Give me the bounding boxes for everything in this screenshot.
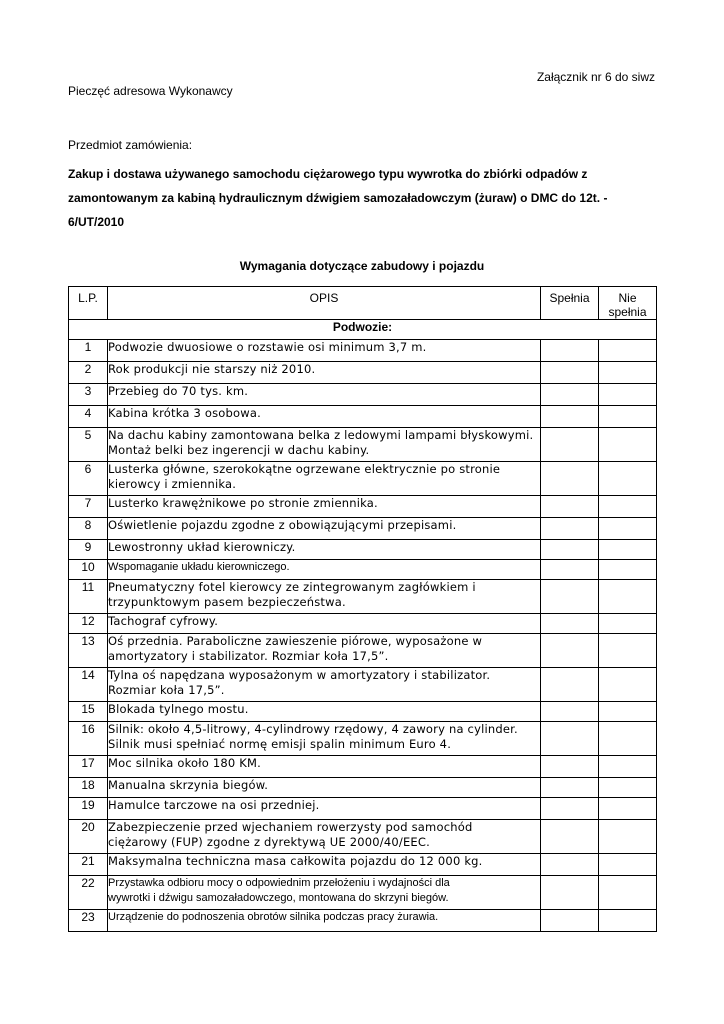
nie-spelnia-cell[interactable] <box>599 910 657 932</box>
row-description-line1: Tachograf cyfrowy. <box>108 614 219 628</box>
nie-spelnia-cell[interactable] <box>599 702 657 722</box>
row-description-line1: Wspomaganie układu kierowniczego. <box>108 561 290 573</box>
table-row <box>69 518 657 540</box>
row-number: 13 <box>69 634 108 668</box>
requirements-title: Wymagania dotyczące zabudowy i pojazdu <box>239 259 485 273</box>
nie-spelnia-cell[interactable] <box>599 518 657 540</box>
row-description <box>108 462 541 496</box>
subject-line-1: Zakup i dostawa używanego samochodu ciężarowego typu wywrotka do zbiórki odpadów z <box>68 167 588 181</box>
nie-spelnia-cell[interactable] <box>599 540 657 560</box>
row-number: 12 <box>69 614 108 634</box>
spelnia-cell[interactable] <box>541 634 599 668</box>
row-description <box>108 540 541 560</box>
col-header-lp: L.P. <box>69 287 108 320</box>
spelnia-cell[interactable] <box>541 496 599 518</box>
table-row <box>69 910 657 932</box>
row-number: 15 <box>69 702 108 722</box>
nie-spelnia-cell[interactable] <box>599 722 657 756</box>
nie-spelnia-cell[interactable] <box>599 496 657 518</box>
section-row <box>69 320 657 340</box>
row-description <box>108 854 541 876</box>
row-description <box>108 560 541 580</box>
row-description-line1: Przystawka odbioru mocy o odpowiednim przełożeniu i wydajności dla <box>108 877 450 889</box>
subject-title <box>68 162 628 234</box>
row-number: 23 <box>69 910 108 932</box>
col-header-spelnia: Spełnia <box>541 287 599 320</box>
row-description-line1: Przebieg do 70 tys. km. <box>108 384 249 398</box>
spelnia-cell[interactable] <box>541 580 599 614</box>
row-description-line2: Rozmiar koła 17,5”. <box>108 683 225 697</box>
row-description-line2: kierowcy i zmiennika. <box>108 477 237 491</box>
nie-spelnia-cell[interactable] <box>599 634 657 668</box>
row-number: 10 <box>69 560 108 580</box>
row-number: 5 <box>69 428 108 462</box>
row-number: 2 <box>69 362 108 384</box>
table-row <box>69 634 657 668</box>
nie-spelnia-cell[interactable] <box>599 462 657 496</box>
spelnia-cell[interactable] <box>541 722 599 756</box>
table-row <box>69 702 657 722</box>
row-description <box>108 580 541 614</box>
row-number: 6 <box>69 462 108 496</box>
table-row <box>69 384 657 406</box>
nie-spelnia-cell[interactable] <box>599 756 657 778</box>
row-description-line1: Rok produkcji nie starszy niż 2010. <box>108 362 316 376</box>
row-description <box>108 778 541 798</box>
row-number: 19 <box>69 798 108 820</box>
col-header-opis: OPIS <box>108 287 541 320</box>
row-description-line1: Kabina krótka 3 osobowa. <box>108 406 261 420</box>
table-row <box>69 820 657 854</box>
row-description-line1: Hamulce tarczowe na osi przedniej. <box>108 798 320 812</box>
table-row <box>69 496 657 518</box>
table-row <box>69 428 657 462</box>
row-description-line1: Lewostronny układ kierowniczy. <box>108 540 296 554</box>
contractor-stamp-label: Pieczęć adresowa Wykonawcy <box>68 84 233 98</box>
spelnia-cell[interactable] <box>541 778 599 798</box>
row-description-line2: amortyzatory i stabilizator. Rozmiar koła 17,5”. <box>108 649 389 663</box>
subject-line-3: 6/UT/2010 <box>68 215 125 229</box>
table-row <box>69 756 657 778</box>
table-row <box>69 854 657 876</box>
row-number: 18 <box>69 778 108 798</box>
table-row <box>69 540 657 560</box>
row-description <box>108 634 541 668</box>
row-description <box>108 756 541 778</box>
nie-spelnia-cell[interactable] <box>599 854 657 876</box>
row-description-line1: Manualna skrzynia biegów. <box>108 778 269 792</box>
spelnia-cell[interactable] <box>541 518 599 540</box>
spelnia-cell[interactable] <box>541 614 599 634</box>
section-title: Podwozie: <box>69 320 657 340</box>
row-description-line1: Blokada tylnego mostu. <box>108 702 249 716</box>
row-description-line1: Silnik: około 4,5-litrowy, 4-cylindrowy rzędowy, 4 zawory na cylinder. <box>108 722 518 736</box>
nie-spelnia-cell[interactable] <box>599 406 657 428</box>
row-number: 21 <box>69 854 108 876</box>
nie-spelnia-cell[interactable] <box>599 614 657 634</box>
table-row <box>69 406 657 428</box>
nie-spelnia-cell[interactable] <box>599 668 657 702</box>
spelnia-cell[interactable] <box>541 910 599 932</box>
spelnia-cell[interactable] <box>541 854 599 876</box>
row-number: 3 <box>69 384 108 406</box>
row-number: 16 <box>69 722 108 756</box>
annex-label: Załącznik nr 6 do siwz <box>536 70 655 84</box>
row-description-line1: Na dachu kabiny zamontowana belka z ledowymi lampami błyskowymi. <box>108 428 534 442</box>
row-description-line2: trzypunktowym pasem bezpieczeństwa. <box>108 595 346 609</box>
table-row <box>69 798 657 820</box>
row-number: 4 <box>69 406 108 428</box>
row-description <box>108 384 541 406</box>
spelnia-cell[interactable] <box>541 384 599 406</box>
table-row <box>69 614 657 634</box>
row-number: 9 <box>69 540 108 560</box>
spelnia-cell[interactable] <box>541 702 599 722</box>
spelnia-cell[interactable] <box>541 428 599 462</box>
row-description <box>108 362 541 384</box>
row-number: 11 <box>69 580 108 614</box>
row-number: 1 <box>69 340 108 362</box>
row-description <box>108 722 541 756</box>
spelnia-cell[interactable] <box>541 820 599 854</box>
row-description-line2: ciężarowy (FUP) zgodne z dyrektywą UE 2000/40/EEC. <box>108 835 430 849</box>
row-description-line1: Lusterka główne, szerokokątne ogrzewane elektrycznie po stronie <box>108 462 501 476</box>
row-number: 7 <box>69 496 108 518</box>
spelnia-cell[interactable] <box>541 406 599 428</box>
spelnia-cell[interactable] <box>541 362 599 384</box>
spelnia-cell[interactable] <box>541 540 599 560</box>
subject-label: Przedmiot zamówienia: <box>68 138 193 152</box>
row-number: 14 <box>69 668 108 702</box>
row-number: 17 <box>69 756 108 778</box>
spelnia-cell[interactable] <box>541 340 599 362</box>
row-description-line1: Urządzenie do podnoszenia obrotów silnika podczas pracy żurawia. <box>108 911 439 923</box>
nie-spelnia-cell[interactable] <box>599 560 657 580</box>
nie-spelnia-cell[interactable] <box>599 362 657 384</box>
subject-line-2: zamontowanym za kabiną hydraulicznym dźwigiem samozaładowczym (żuraw) o DMC do 12t. - <box>68 191 608 205</box>
table-row <box>69 668 657 702</box>
row-description-line1: Podwozie dwuosiowe o rozstawie osi minimum 3,7 m. <box>108 340 427 354</box>
row-description <box>108 820 541 854</box>
table-header-row <box>69 287 657 320</box>
table-row <box>69 462 657 496</box>
row-description-line2: Montaż belki bez ingerencji w dachu kabiny. <box>108 443 370 457</box>
row-description-line1: Moc silnika około 180 KM. <box>108 756 261 770</box>
col-header-nie-line1: Nie <box>618 291 637 305</box>
col-header-nie-spelnia <box>599 287 657 320</box>
row-description <box>108 428 541 462</box>
nie-spelnia-cell[interactable] <box>599 580 657 614</box>
row-description <box>108 798 541 820</box>
nie-spelnia-cell[interactable] <box>599 428 657 462</box>
row-description-line1: Oświetlenie pojazdu zgodne z obowiązującymi przepisami. <box>108 518 457 532</box>
nie-spelnia-cell[interactable] <box>599 798 657 820</box>
row-description-line2: Silnik musi spełniać normę emisji spalin minimum Euro 4. <box>108 737 452 751</box>
spelnia-cell[interactable] <box>541 668 599 702</box>
row-description-line1: Pneumatyczny fotel kierowcy ze zintegrowanym zagłówkiem i <box>108 580 476 594</box>
nie-spelnia-cell[interactable] <box>599 384 657 406</box>
requirements-table <box>68 286 657 932</box>
row-number: 20 <box>69 820 108 854</box>
table-row <box>69 876 657 910</box>
row-number: 8 <box>69 518 108 540</box>
row-description <box>108 496 541 518</box>
row-description-line1: Maksymalna techniczna masa całkowita pojazdu do 12 000 kg. <box>108 854 483 868</box>
spelnia-cell[interactable] <box>541 462 599 496</box>
table-row <box>69 362 657 384</box>
row-description <box>108 614 541 634</box>
spelnia-cell[interactable] <box>541 560 599 580</box>
table-row <box>69 560 657 580</box>
spelnia-cell[interactable] <box>541 756 599 778</box>
table-row <box>69 580 657 614</box>
spelnia-cell[interactable] <box>541 798 599 820</box>
row-description-line1: Zabezpieczenie przed wjechaniem rowerzysty pod samochód <box>108 820 473 834</box>
row-description-line1: Oś przednia. Paraboliczne zawieszenie piórowe, wyposażone w <box>108 634 483 648</box>
row-description <box>108 910 541 932</box>
nie-spelnia-cell[interactable] <box>599 876 657 910</box>
row-description <box>108 518 541 540</box>
nie-spelnia-cell[interactable] <box>599 340 657 362</box>
spelnia-cell[interactable] <box>541 876 599 910</box>
row-description <box>108 702 541 722</box>
row-description-line2: wywrotki i dźwigu samozaładowczego, montowana do skrzyni biegów. <box>108 892 449 904</box>
nie-spelnia-cell[interactable] <box>599 778 657 798</box>
row-description <box>108 876 541 910</box>
row-description-line1: Lusterko krawężnikowe po stronie zmiennika. <box>108 496 378 510</box>
row-description-line1: Tylna oś napędzana wyposażonym w amortyzatory i stabilizator. <box>108 668 491 682</box>
row-description <box>108 406 541 428</box>
row-description <box>108 340 541 362</box>
nie-spelnia-cell[interactable] <box>599 820 657 854</box>
row-description <box>108 668 541 702</box>
table-row <box>69 778 657 798</box>
col-header-nie-line2: spełnia <box>608 305 647 319</box>
table-row <box>69 722 657 756</box>
row-number: 22 <box>69 876 108 910</box>
table-row <box>69 340 657 362</box>
